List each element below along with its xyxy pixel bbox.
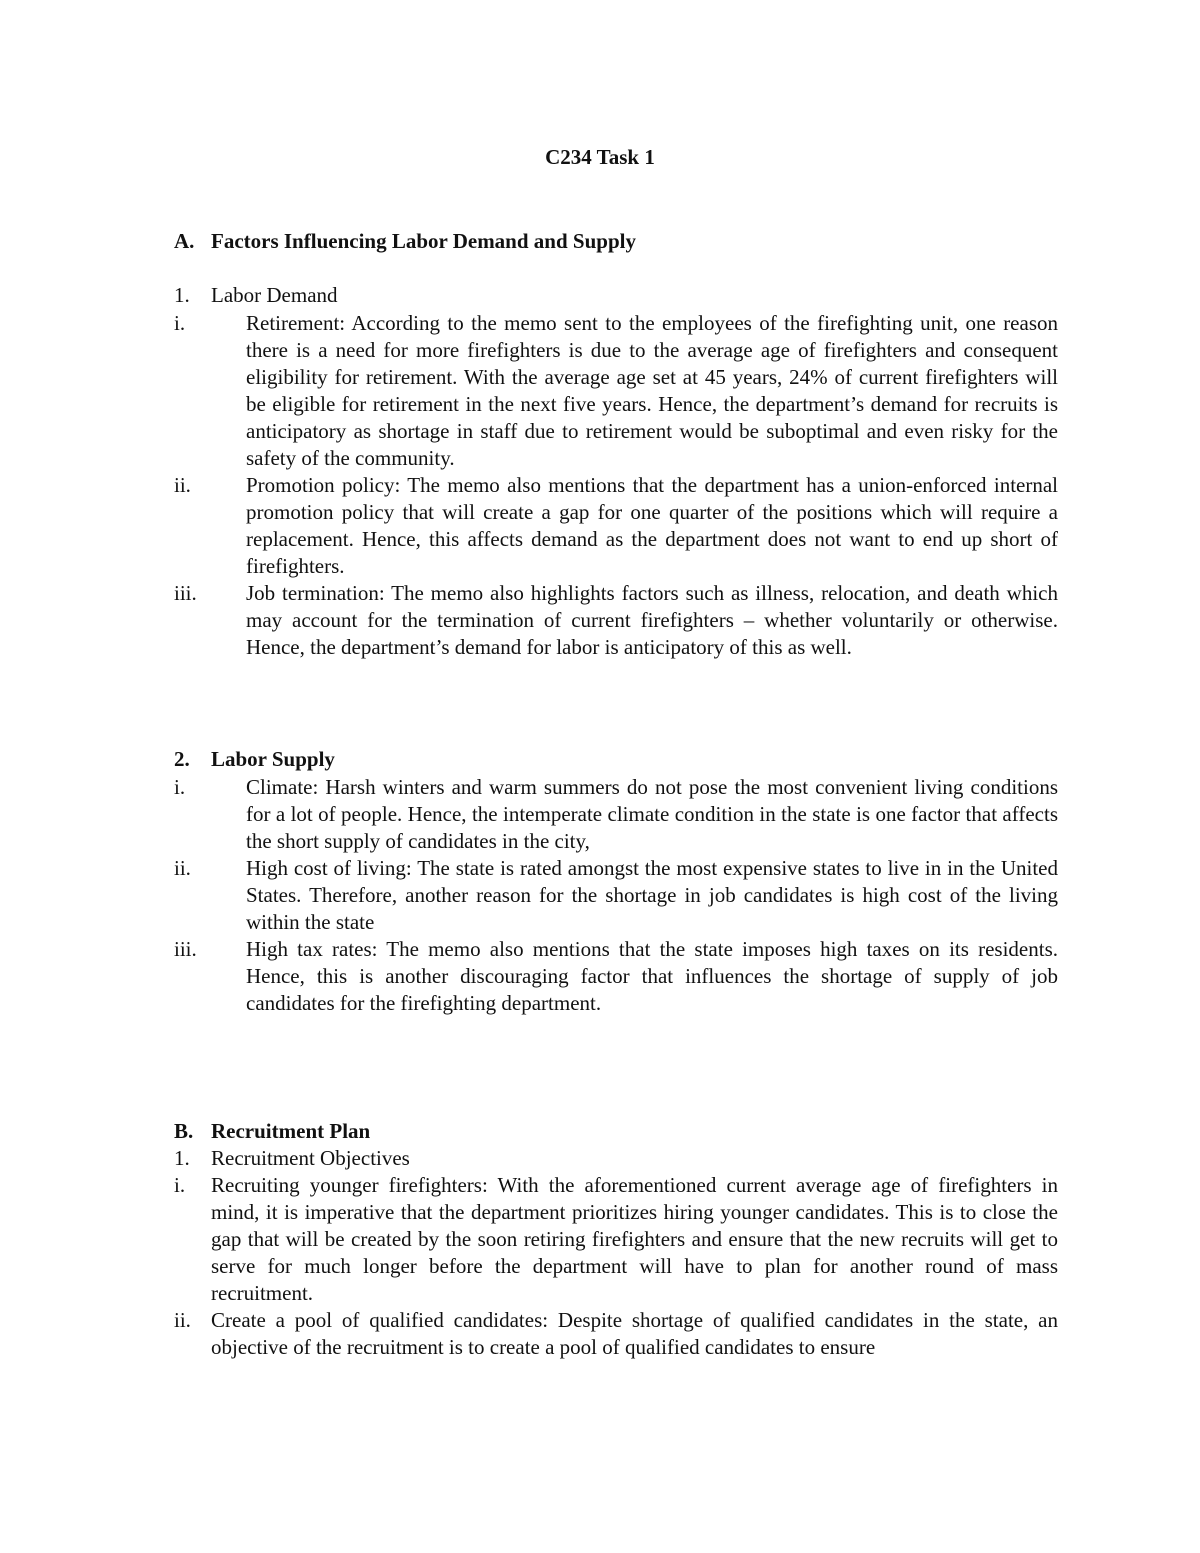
labor-supply-heading: [174, 746, 335, 773]
recruitment-objectives-heading: [174, 1145, 410, 1172]
list-item-text: High cost of living: The state is rated amongst the most expensive states to live in in the United States. Therefore, another reason for the shortage in job candidates is high cost of the living within the state: [246, 856, 1058, 934]
section-b-heading: [174, 1118, 370, 1145]
labor-supply-marker: 2.: [174, 747, 190, 771]
list-item-text: Create a pool of qualified candidates: Despite shortage of qualified candidates in the state, an objective of the recruitment is to create a pool of qualified candidates to ensure: [211, 1308, 1058, 1359]
list-item-text: Job termination: The memo also highlights factors such as illness, relocation, and death which may account for the termination of current firefighters – whether voluntarily or otherwise. Hence, the department’s demand for labor is anticipatory of this as well.: [246, 581, 1058, 659]
document-title: C234 Task 1: [545, 145, 655, 169]
labor-demand-item-promotion: [174, 472, 1058, 580]
list-marker: i.: [174, 775, 186, 799]
labor-demand-item-termination: [174, 580, 1058, 661]
list-marker: ii.: [174, 473, 191, 497]
list-item-text: High tax rates: The memo also mentions that the state imposes high taxes on its residents. Hence, this is another discouraging factor that influences the shortage of supply of job candidates for the firefighting department.: [246, 937, 1058, 1015]
labor-demand-marker: 1.: [174, 283, 190, 307]
recruitment-objectives-title: Recruitment Objectives: [211, 1146, 410, 1170]
list-item-text: Climate: Harsh winters and warm summers do not pose the most convenient living conditions for a lot of people. Hence, the intemperate climate condition in the state is one factor that affects the short supply of candidates in the city,: [246, 775, 1058, 853]
list-item-text: Promotion policy: The memo also mentions that the department has a union-enforced internal promotion policy that will create a gap for one quarter of the positions which will require a replacement. Hence, this affects demand as the department does not want to end up short of firefighters.: [246, 473, 1058, 578]
labor-demand-title: Labor Demand: [211, 283, 338, 307]
section-b-marker: B.: [174, 1119, 194, 1143]
section-a-marker: A.: [174, 229, 195, 253]
objective-item-younger-firefighters: [174, 1172, 1058, 1307]
labor-demand-heading: [174, 282, 338, 309]
labor-supply-item-cost-of-living: [174, 855, 1058, 936]
list-marker: i.: [174, 311, 186, 335]
list-marker: iii.: [174, 937, 197, 961]
section-a-heading: [174, 228, 636, 255]
list-marker: ii.: [174, 1308, 191, 1332]
section-a-title: Factors Influencing Labor Demand and Supply: [211, 229, 636, 253]
labor-demand-item-retirement: [174, 310, 1058, 472]
objective-item-candidate-pool: [174, 1307, 1058, 1361]
list-item-text: Retirement: According to the memo sent to the employees of the firefighting unit, one reason there is a need for more firefighters is due to the average age of firefighters and consequent eligibility for retirement. With the average age set at 45 years, 24% of current firefighters will be eligible for retirement in the next five years. Hence, the department’s demand for recruits is anticipatory as shortage in staff due to retirement would be suboptimal and even risky for the safety of the community.: [246, 311, 1058, 470]
list-item-text: Recruiting younger firefighters: With the aforementioned current average age of firefighters in mind, it is imperative that the department prioritizes hiring younger candidates. This is to close the gap that will be created by the soon retiring firefighters and ensure that the new recruits will get to serve for much longer before the department will have to plan for another round of mass recruitment.: [211, 1173, 1058, 1305]
list-marker: ii.: [174, 856, 191, 880]
section-b-title: Recruitment Plan: [211, 1119, 371, 1143]
list-marker: i.: [174, 1173, 186, 1197]
labor-supply-item-climate: [174, 774, 1058, 855]
list-marker: iii.: [174, 581, 197, 605]
labor-supply-title: Labor Supply: [211, 747, 335, 771]
labor-supply-item-tax-rates: [174, 936, 1058, 1017]
recruitment-objectives-marker: 1.: [174, 1146, 190, 1170]
